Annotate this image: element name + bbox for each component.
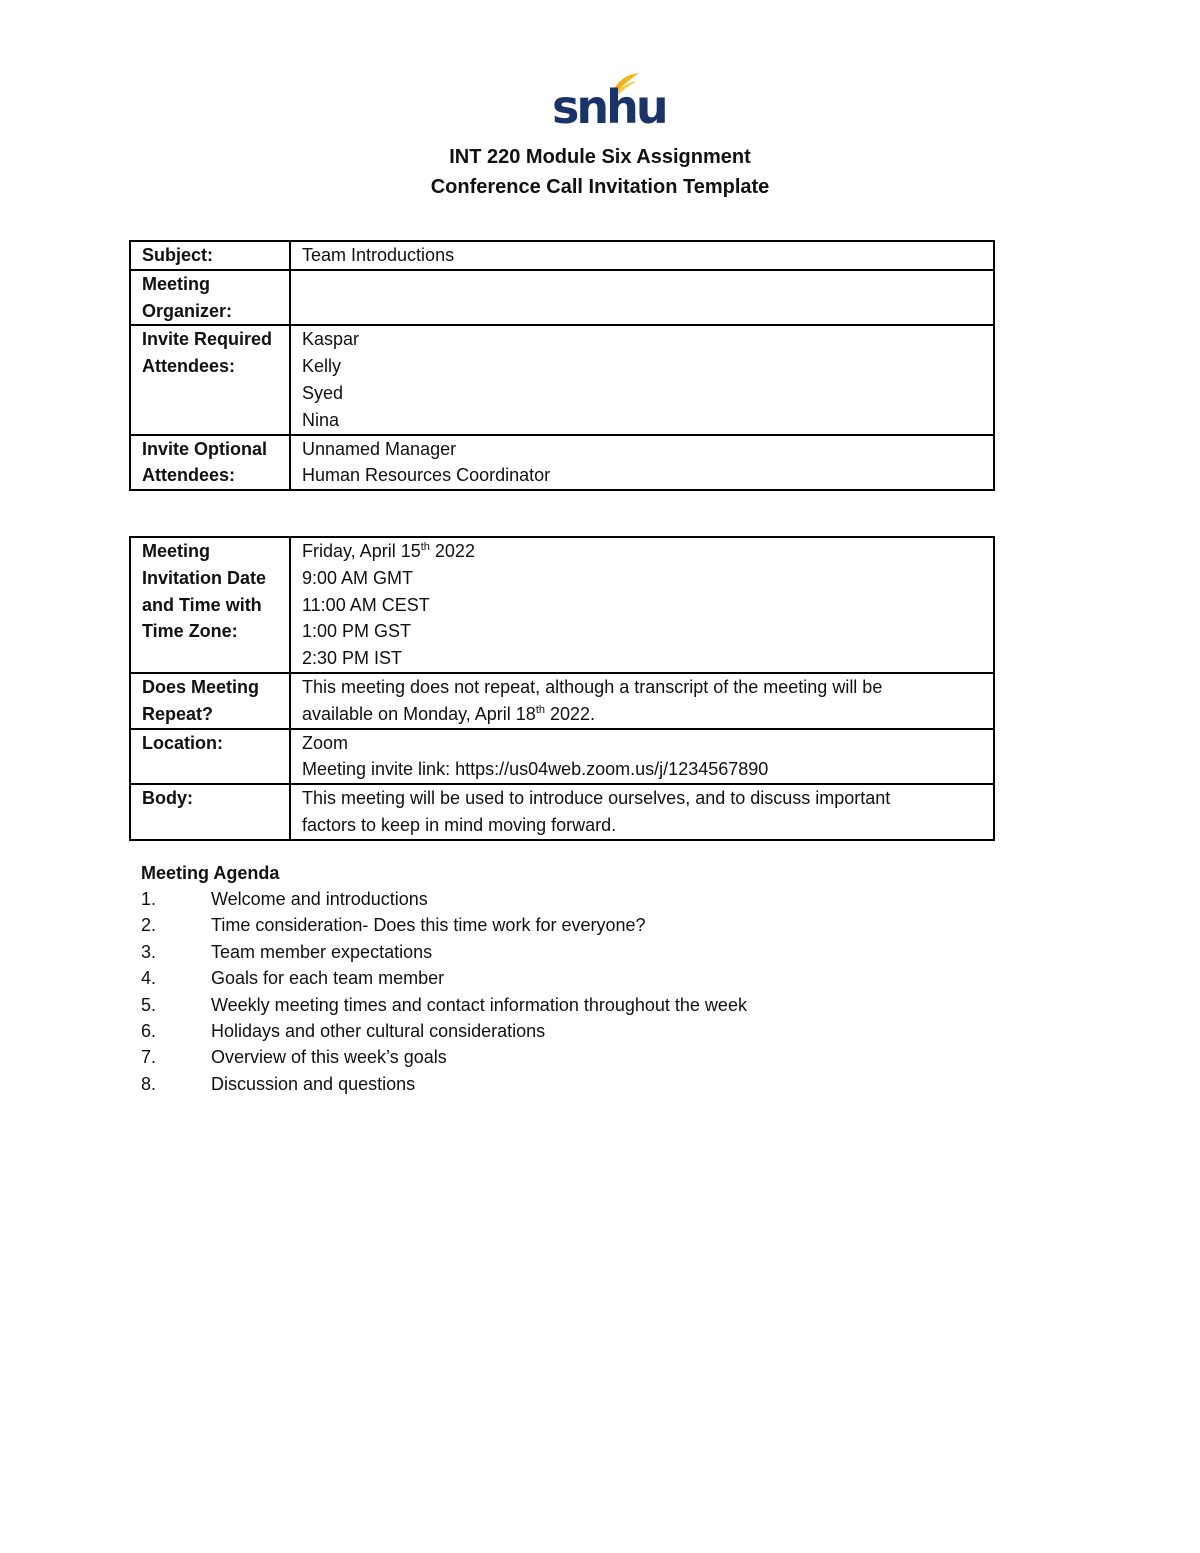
repeat-label: Does Meeting Repeat? [130,673,290,729]
attendee: Nina [302,409,340,430]
list-item: 8. Discussion and questions [141,1073,416,1094]
table-row [130,435,994,491]
meeting-agenda [141,860,747,1097]
repeat-value: This meeting does not repeat, although a transcript of the meeting will be available on Monday, April 18th 2022. [290,673,994,729]
page-title: INT 220 Module Six Assignment [449,146,751,168]
table-row [130,325,994,434]
logo-wordmark: snhu [552,80,666,134]
time-cest: 11:00 AM CEST [302,594,430,615]
list-item: 1. Welcome and introductions [141,889,428,909]
optional-attendees-label: Invite Optional Attendees: [130,435,290,491]
agenda-list [141,886,747,1097]
table-row [130,784,994,840]
datetime-label: Meeting Invitation Date and Time with Time Zone: [130,537,290,673]
time-gst: 1:00 PM GST [302,621,412,642]
attendee: Human Resources Coordinator [302,465,551,486]
snhu-logo [552,72,666,134]
datetime-value [290,537,994,673]
required-attendees-label: Invite Required Attendees: [130,325,290,434]
attendee: Syed [302,382,344,403]
required-attendees-value [290,325,994,434]
subject-value: Team Introductions [290,241,994,270]
attendee: Kelly [302,356,342,377]
list-item: 2. Time consideration- Does this time work for everyone? [141,915,646,936]
page-subtitle: Conference Call Invitation Template [430,176,770,198]
meeting-details-table [129,536,995,841]
body-label: Body: [130,784,290,840]
optional-attendees-value [290,435,994,491]
attendee: Unnamed Manager [302,438,457,459]
list-item: 7. Overview of this week’s goals [141,1047,447,1068]
list-item: 5. Weekly meeting times and contact information throughout the week [141,994,747,1015]
table-row [130,270,994,326]
time-ist: 2:30 PM IST [302,648,403,669]
list-item: 4. Goals for each team member [141,968,445,989]
table-row [130,729,994,785]
agenda-heading: Meeting Agenda [141,863,280,883]
invitation-table [129,240,995,491]
body-value: This meeting will be used to introduce ourselves, and to discuss important factors to keep in mind moving forward. [290,784,994,840]
organizer-label: Meeting Organizer: [130,270,290,326]
location-value: Zoom Meeting invite link: https://us04web.zoom.us/j/1234567890 [290,729,994,785]
list-item: 6. Holidays and other cultural considerations [141,1020,546,1041]
organizer-value [290,270,994,326]
zoom-link: Meeting invite link: https://us04web.zoom.us/j/1234567890 [302,759,769,780]
list-item: 3. Team member expectations [141,941,433,962]
table-row [130,673,994,729]
location-label: Location: [130,729,290,785]
table-row [130,537,994,673]
table-row [130,241,994,270]
meeting-date: Friday, April 15th 2022 [302,541,475,561]
attendee: Kaspar [302,329,360,350]
subject-label: Subject: [130,241,290,270]
time-gmt: 9:00 AM GMT [302,567,414,588]
